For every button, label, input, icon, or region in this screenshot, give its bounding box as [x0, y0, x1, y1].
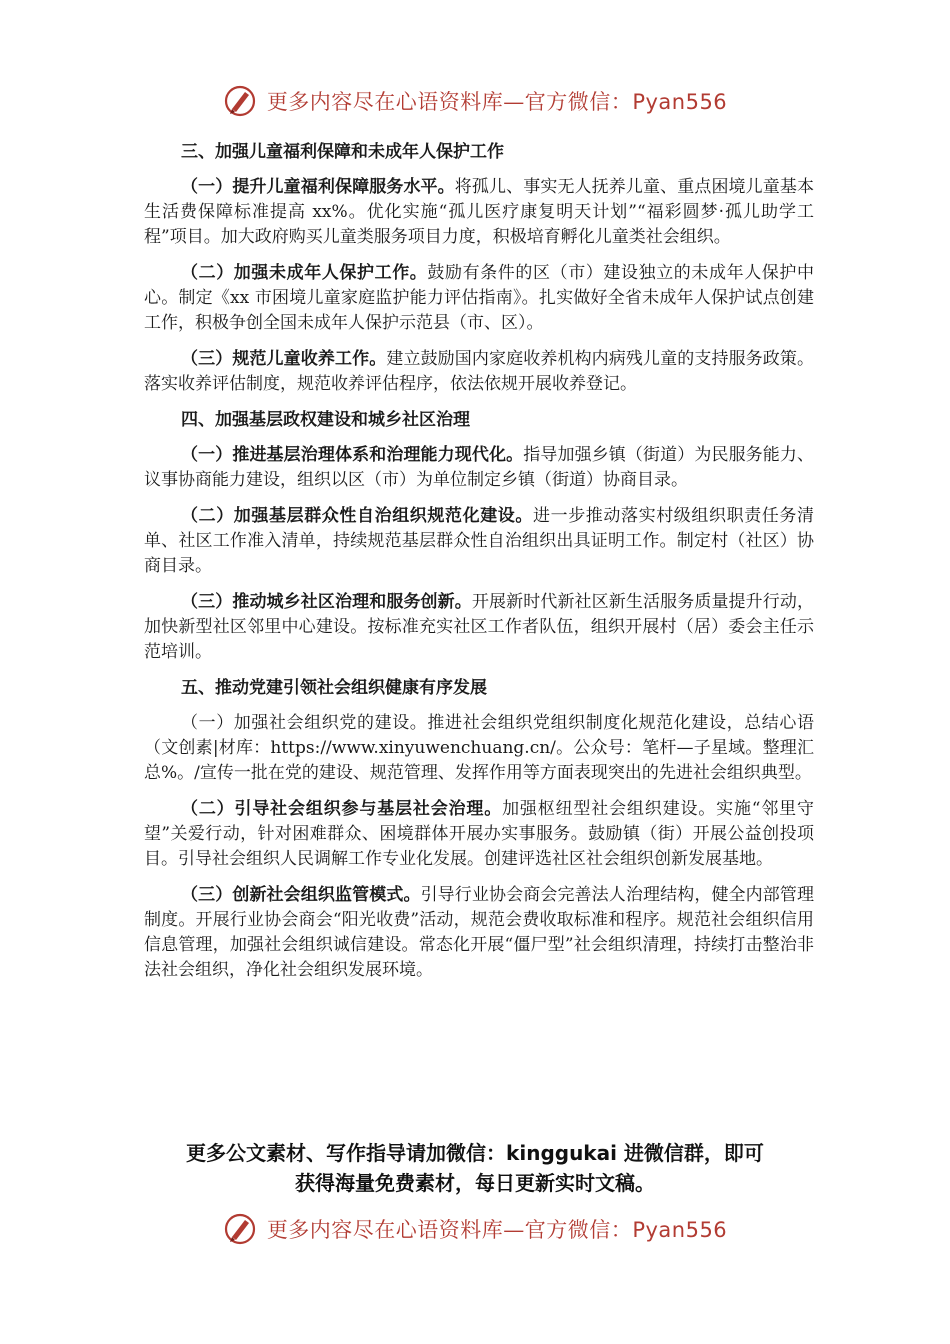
paragraph: （一）提升儿童福利保障服务水平。将孤儿、事实无人抚养儿童、重点困境儿童基本生活费保障标准提高 xx%。优化实施“孤儿医疗康复明天计划”“福彩圆梦·孤儿助学工程”项目。加大政府购买儿童类服务项目力度，积极培育孵化儿童类社会组织。 — [144, 177, 815, 247]
pen-logo-icon — [223, 1212, 257, 1246]
footer-note-line: 更多公文素材、写作指导请加微信：kinggukai 进微信群，即可 — [186, 1141, 764, 1165]
section-3 — [144, 140, 814, 397]
paragraph: （一）加强社会组织党的建设。推进社会组织党组织制度化规范化建设，总结心语（文创素|材库：https://www.xinyuwenchuang.cn/。公众号：笔杆—子星域。整理汇总%。/宣传一批在党的建设、规范管理、发挥作用等方面表现突出的先进社会组织典型。 — [144, 713, 814, 783]
footer-note-line: 获得海量免费素材，每日更新实时文稿。 — [295, 1171, 655, 1195]
banner-text: 更多内容尽在心语资料库—官方微信：Pyan556 — [266, 90, 728, 114]
paragraph: （三）推动城乡社区治理和服务创新。开展新时代新社区新生活服务质量提升行动，加快新型社区邻里中心建设。按标准充实社区工作者队伍，组织开展村（居）委会主任示范培训。 — [144, 592, 815, 662]
top-banner — [0, 84, 950, 122]
banner-text: 更多内容尽在心语资料库—官方微信：Pyan556 — [266, 1218, 728, 1242]
document-body — [144, 140, 814, 994]
paragraph: （一）推进基层治理体系和治理能力现代化。指导加强乡镇（街道）为民服务能力、议事协商能力建设，组织以区（市）为单位制定乡镇（街道）协商目录。 — [144, 445, 815, 490]
section-heading: 四、加强基层政权建设和城乡社区治理 — [181, 410, 470, 430]
paragraph: （二）加强基层群众性自治组织规范化建设。进一步推动落实村级组织职责任务清单、社区工作准入清单，持续规范基层群众性自治组织出具证明工作。制定村（社区）协商目录。 — [144, 506, 814, 576]
paragraph: （二）加强未成年人保护工作。鼓励有条件的区（市）建设独立的未成年人保护中心。制定《xx 市困境儿童家庭监护能力评估指南》。扎实做好全省未成年人保护试点创建工作，积极争创全国未成年人保护示范县（市、区）。 — [144, 263, 815, 333]
section-4 — [144, 408, 814, 665]
section-heading: 五、推动党建引领社会组织健康有序发展 — [181, 678, 487, 698]
section-5 — [144, 676, 814, 983]
bottom-banner — [0, 1212, 950, 1250]
footer-note — [0, 1138, 950, 1198]
paragraph: （三）创新社会组织监管模式。引导行业协会商会完善法人治理结构，健全内部管理制度。开展行业协会商会“阳光收费”活动，规范会费收取标准和程序。规范社会组织信用信息管理，加强社会组织诚信建设。常态化开展“僵尸型”社会组织清理，持续打击整治非法社会组织，净化社会组织发展环境。 — [144, 885, 815, 980]
paragraph: （三）规范儿童收养工作。建立鼓励国内家庭收养机构内病残儿童的支持服务政策。落实收养评估制度，规范收养评估程序，依法依规开展收养登记。 — [144, 349, 815, 394]
pen-logo-icon — [223, 84, 257, 118]
paragraph: （二）引导社会组织参与基层社会治理。加强枢纽型社会组织建设。实施“邻里守望”关爱行动，针对困难群众、困境群体开展办实事服务。鼓励镇（街）开展公益创投项目。引导社会组织人民调解工作专业化发展。创建评选社区社会组织创新发展基地。 — [144, 799, 814, 869]
section-heading: 三、加强儿童福利保障和未成年人保护工作 — [181, 142, 504, 162]
